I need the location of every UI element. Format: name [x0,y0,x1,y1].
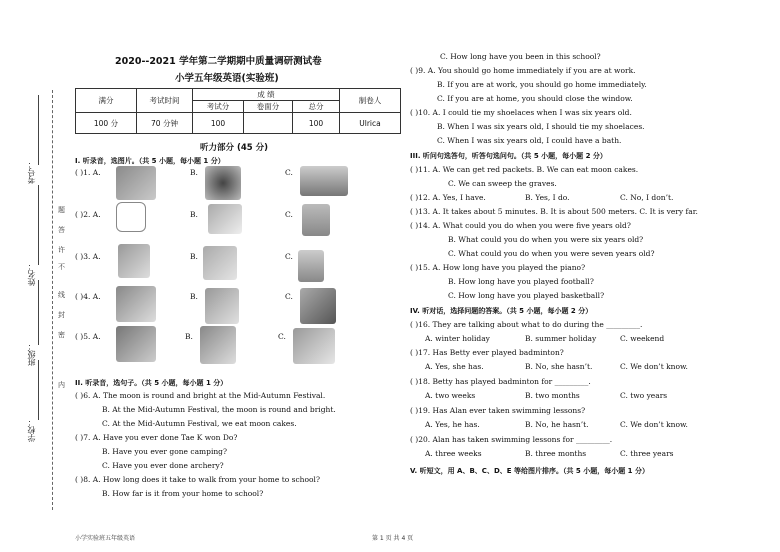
header-full-score: 满分 [76,89,137,113]
q2-a-image [116,202,146,232]
q2-b-image [208,204,242,234]
q7-option-a: ( )7. A. Have you ever done Tae K won Do? [75,433,238,442]
q2-b-label: B. [190,210,198,219]
class-line [38,280,39,345]
q5-number: ( )5. A. [75,332,101,341]
q19-question: ( )19. Has Alan ever taken swimming lessons? [410,406,586,415]
value-total: 100 [293,113,340,134]
listening-title: 听力部分 (45 分) [200,143,269,153]
value-test-score: 100 [193,113,244,134]
q11-options: ( )11. A. We can get red packets. B. We can eat moon cakes. [410,165,639,174]
q1-c-label: C. [285,168,293,177]
header-grade: 成 绩 [193,89,340,101]
q15-option-c: C. How long have you played basketball? [448,291,605,300]
q6-option-b: B. At the Mid-Autumn Festival, the moon is round and bright. [102,405,336,414]
q5-b-label: B. [185,332,193,341]
seal-char: 密 [58,331,65,339]
q18-option-a: A. two weeks [425,391,476,400]
q16-option-c: C. weekend [620,334,665,343]
q4-number: ( )4. A. [75,292,101,301]
q2-c-image [302,204,330,236]
q18-option-c: C. two years [620,391,668,400]
q1-a-image [116,166,156,200]
q14-option-a: ( )14. A. What could you do when you were five years old? [410,221,631,230]
q17-question: ( )17. Has Betty ever played badminton? [410,348,564,357]
q5-c-label: C. [278,332,286,341]
q2-c-label: C. [285,210,293,219]
value-time: 70 分钟 [137,113,193,134]
school-label: 学校： [27,418,36,442]
header-test-score: 考试分 [193,101,244,113]
q17-option-b: B. No, she hasn’t. [525,362,593,371]
q8-option-a: ( )8. A. How long does it take to walk from your home to school? [75,475,320,484]
q15-option-a: ( )15. A. How long have you played the piano? [410,263,586,272]
q1-c-image [300,166,348,196]
q4-b-label: B. [190,292,198,301]
q16-question: ( )16. They are talking about what to do during the _________. [410,320,643,329]
header-total: 总分 [293,101,340,113]
name-label: 姓名： [27,262,36,286]
q20-option-a: A. three weeks [425,449,482,458]
school-line [38,360,39,420]
seal-char: 不 [58,263,65,271]
name-line [38,185,39,265]
q1-b-image [205,166,241,200]
q11-option-c: C. We can sweep the graves. [448,179,557,188]
q13-options: ( )13. A. It takes about 5 minutes. B. It is about 500 meters. C. It is very far. [410,207,698,216]
q4-c-label: C. [285,292,293,301]
q19-option-a: A. Yes, he has. [425,420,480,429]
q2-number: ( )2. A. [75,210,101,219]
class-label: 班级： [27,342,36,366]
q9-option-b: B. If you are at work, you should go home immediately. [437,80,647,89]
q3-b-image [203,246,237,280]
q16-option-b: B. summer holiday [525,334,597,343]
section-2-title: II. 听录音，选句子。（共 5 小题，每小题 1 分） [75,379,228,387]
score-table [75,88,401,134]
q18-question: ( )18. Betty has played badminton for _________. [410,377,591,386]
section-1-title: I. 听录音，选图片。（共 5 小题，每小题 1 分） [75,157,225,165]
seal-char: 题 [58,206,65,214]
seal-char: 封 [58,311,65,319]
q5-a-image [116,326,156,362]
header-neat-score: 卷面分 [244,101,293,113]
q17-option-c: C. We don’t know. [620,362,688,371]
q12-option-a: ( )12. A. Yes, I have. [410,193,486,202]
exam-no-label: 考号： [27,160,36,184]
q8-option-c: C. How long have you been in this school? [440,52,601,61]
header-marker: 制卷人 [340,89,401,113]
value-neat-score [244,113,293,134]
q19-option-c: C. We don’t know. [620,420,688,429]
value-full-score: 100 分 [76,113,137,134]
seal-line [52,90,53,510]
q7-option-b: B. Have you ever gone camping? [102,447,228,456]
q7-option-c: C. Have you ever done archery? [102,461,224,470]
seal-char: 答 [58,226,65,234]
seal-char: 许 [58,246,65,254]
exam-subtitle: 小学五年级英语(实验班) [175,73,279,84]
exam-title: 2020--2021 学年第二学期期中质量调研测试卷 [115,56,322,67]
q20-option-c: C. three years [620,449,674,458]
q15-option-b: B. How long have you played football? [448,277,594,286]
footer-left: 小学实验班五年级英语 [75,535,136,542]
q10-option-c: C. When I was six years old, I could have a bath. [437,136,622,145]
exam-no-line [38,95,39,165]
q1-b-label: B. [190,168,198,177]
section-4-title: IV. 听对话，选择问题的答案。（共 5 小题，每小题 2 分） [410,307,593,315]
q3-number: ( )3. A. [75,252,101,261]
q6-option-a: ( )6. A. The moon is round and bright at the Mid-Autumn Festival. [75,391,326,400]
q1-number: ( )1. A. [75,168,101,177]
q3-c-image [298,250,324,282]
q18-option-b: B. two months [525,391,580,400]
q10-option-b: B. When I was six years old, I should tie my shoelaces. [437,122,645,131]
q8-option-b: B. How far is it from your home to school? [102,489,264,498]
q5-c-image [293,328,335,364]
header-time: 考试时间 [137,89,193,113]
q9-option-c: C. If you are at home, you should close the window. [437,94,633,103]
q16-option-a: A. winter holiday [425,334,490,343]
q12-option-b: B. Yes, I do. [525,193,570,202]
q6-option-c: C. At the Mid-Autumn Festival, we eat moon cakes. [102,419,297,428]
q14-option-c: C. What could you do when you were seven years old? [448,249,655,258]
section-5-title: V. 听短文，用 A、B、C、D、E 等给图片排序。（共 5 小题，每小题 1 分） [410,467,649,475]
seal-char: 线 [58,291,65,299]
q9-option-a: ( )9. A. You should go home immediately if you are at work. [410,66,636,75]
q3-c-label: C. [285,252,293,261]
page-number: 第 1 页 共 4 页 [372,535,414,542]
q4-c-image [300,288,336,324]
q20-question: ( )20. Alan has taken swimming lessons for _________. [410,435,613,444]
q5-b-image [200,326,236,364]
value-marker: Ulrica [340,113,401,134]
q10-option-a: ( )10. A. I could tie my shoelaces when I was six years old. [410,108,632,117]
q17-option-a: A. Yes, she has. [425,362,484,371]
q3-a-image [118,244,150,278]
q19-option-b: B. No, he hasn’t. [525,420,589,429]
q20-option-b: B. three months [525,449,587,458]
q3-b-label: B. [190,252,198,261]
section-3-title: III. 听问句选答句，听答句选问句。（共 5 小题，每小题 2 分） [410,152,607,160]
q4-b-image [205,288,239,324]
q12-option-c: C. No, I don’t. [620,193,674,202]
q14-option-b: B. What could you do when you were six years old? [448,235,644,244]
seal-char: 内 [58,381,65,389]
binding-margin [0,0,68,552]
q4-a-image [116,286,156,322]
